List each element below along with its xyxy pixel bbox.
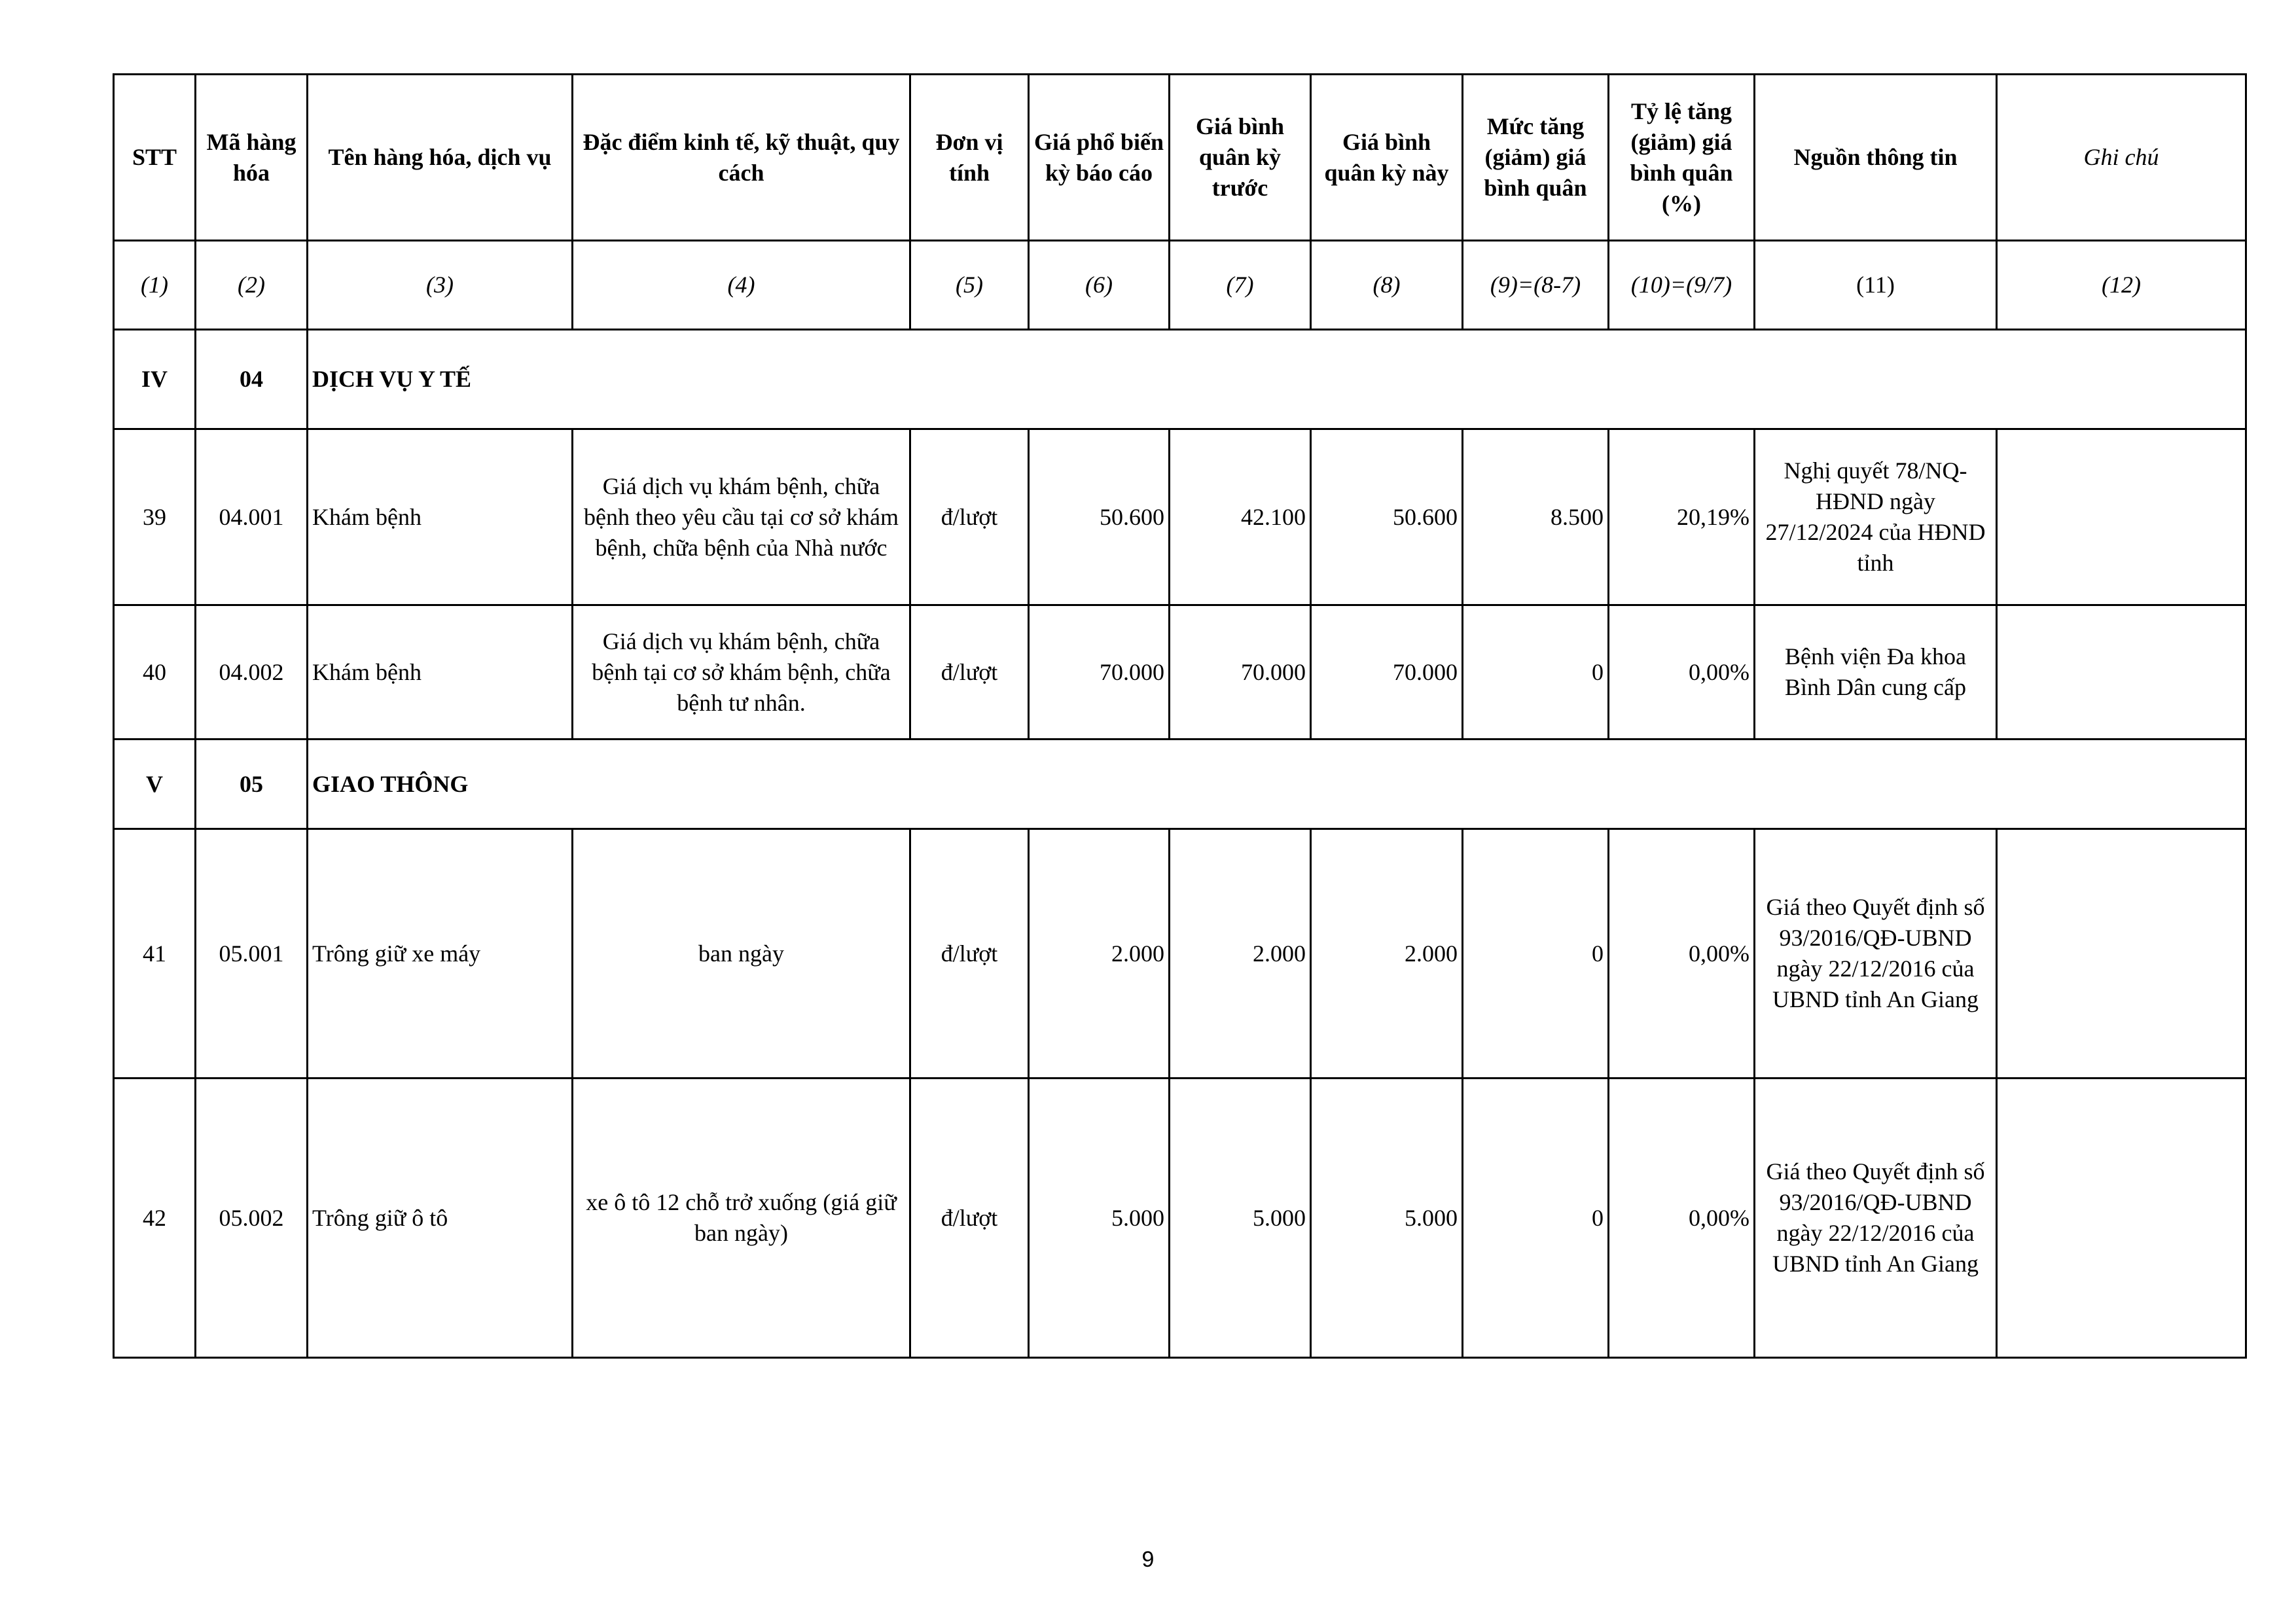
section-stt: IV	[114, 330, 196, 429]
table-row	[114, 829, 2246, 1079]
table-row	[114, 1079, 2246, 1358]
cell-unit: đ/lượt	[910, 605, 1029, 740]
cell-name: Khám bệnh	[308, 429, 573, 605]
numbering-row	[114, 241, 2246, 330]
header-name: Tên hàng hóa, dịch vụ	[308, 75, 573, 241]
cell-code: 05.002	[196, 1079, 308, 1358]
cell-name: Trông giữ ô tô	[308, 1079, 573, 1358]
header-change-pct: Tỷ lệ tăng (giảm) giá bình quân (%)	[1609, 75, 1755, 241]
cell-spec: ban ngày	[573, 829, 910, 1079]
cell-source: Bệnh viện Đa khoa Bình Dân cung cấp	[1755, 605, 1997, 740]
cell-prev-avg: 2.000	[1170, 829, 1311, 1079]
cell-note	[1997, 829, 2246, 1079]
cell-common-price: 50.600	[1029, 429, 1170, 605]
cell-spec: xe ô tô 12 chỗ trở xuống (giá giữ ban ngày)	[573, 1079, 910, 1358]
header-spec: Đặc điểm kinh tế, kỹ thuật, quy cách	[573, 75, 910, 241]
section-row-transport	[114, 740, 2246, 829]
cell-source: Giá theo Quyết định số 93/2016/QĐ-UBND ngày 22/12/2016 của UBND tỉnh An Giang	[1755, 1079, 1997, 1358]
col-number: (7)	[1170, 241, 1311, 330]
cell-unit: đ/lượt	[910, 1079, 1029, 1358]
cell-spec: Giá dịch vụ khám bệnh, chữa bệnh theo yêu cầu tại cơ sở khám bệnh, chữa bệnh của Nhà nước	[573, 429, 910, 605]
header-common-price: Giá phổ biến kỳ báo cáo	[1029, 75, 1170, 241]
cell-common-price: 2.000	[1029, 829, 1170, 1079]
cell-code: 05.001	[196, 829, 308, 1079]
cell-curr-avg: 70.000	[1311, 605, 1463, 740]
section-row-health	[114, 330, 2246, 429]
cell-note	[1997, 429, 2246, 605]
cell-curr-avg: 50.600	[1311, 429, 1463, 605]
cell-spec: Giá dịch vụ khám bệnh, chữa bệnh tại cơ sở khám bệnh, chữa bệnh tư nhân.	[573, 605, 910, 740]
cell-change: 0	[1463, 605, 1609, 740]
cell-name: Trông giữ xe máy	[308, 829, 573, 1079]
header-unit: Đơn vị tính	[910, 75, 1029, 241]
page-number: 9	[1141, 1547, 1155, 1572]
header-source: Nguồn thông tin	[1755, 75, 1997, 241]
col-number: (9)=(8-7)	[1463, 241, 1609, 330]
cell-stt: 42	[114, 1079, 196, 1358]
cell-prev-avg: 42.100	[1170, 429, 1311, 605]
cell-stt: 40	[114, 605, 196, 740]
cell-name: Khám bệnh	[308, 605, 573, 740]
cell-change-pct: 0,00%	[1609, 605, 1755, 740]
cell-change: 8.500	[1463, 429, 1609, 605]
section-title: GIAO THÔNG	[308, 740, 2246, 829]
cell-unit: đ/lượt	[910, 429, 1029, 605]
header-change: Mức tăng (giảm) giá bình quân	[1463, 75, 1609, 241]
cell-change-pct: 0,00%	[1609, 1079, 1755, 1358]
cell-change: 0	[1463, 829, 1609, 1079]
cell-note	[1997, 1079, 2246, 1358]
cell-change-pct: 0,00%	[1609, 829, 1755, 1079]
cell-change: 0	[1463, 1079, 1609, 1358]
cell-unit: đ/lượt	[910, 829, 1029, 1079]
cell-common-price: 5.000	[1029, 1079, 1170, 1358]
cell-stt: 41	[114, 829, 196, 1079]
col-number: (1)	[114, 241, 196, 330]
cell-source: Nghị quyết 78/NQ-HĐND ngày 27/12/2024 của HĐND tỉnh	[1755, 429, 1997, 605]
header-curr-avg: Giá bình quân kỳ này	[1311, 75, 1463, 241]
header-code: Mã hàng hóa	[196, 75, 308, 241]
col-number: (11)	[1755, 241, 1997, 330]
cell-common-price: 70.000	[1029, 605, 1170, 740]
header-prev-avg: Giá bình quân kỳ trước	[1170, 75, 1311, 241]
cell-prev-avg: 5.000	[1170, 1079, 1311, 1358]
cell-change-pct: 20,19%	[1609, 429, 1755, 605]
cell-source: Giá theo Quyết định số 93/2016/QĐ-UBND ngày 22/12/2016 của UBND tỉnh An Giang	[1755, 829, 1997, 1079]
col-number: (8)	[1311, 241, 1463, 330]
cell-curr-avg: 2.000	[1311, 829, 1463, 1079]
table-row	[114, 429, 2246, 605]
section-code: 05	[196, 740, 308, 829]
header-note: Ghi chú	[1997, 75, 2246, 241]
section-title: DỊCH VỤ Y TẾ	[308, 330, 2246, 429]
table-row	[114, 605, 2246, 740]
col-number: (4)	[573, 241, 910, 330]
section-code: 04	[196, 330, 308, 429]
header-stt: STT	[114, 75, 196, 241]
cell-curr-avg: 5.000	[1311, 1079, 1463, 1358]
section-stt: V	[114, 740, 196, 829]
cell-note	[1997, 605, 2246, 740]
cell-prev-avg: 70.000	[1170, 605, 1311, 740]
cell-stt: 39	[114, 429, 196, 605]
header-row	[114, 75, 2246, 241]
col-number: (10)=(9/7)	[1609, 241, 1755, 330]
col-number: (5)	[910, 241, 1029, 330]
col-number: (6)	[1029, 241, 1170, 330]
cell-code: 04.002	[196, 605, 308, 740]
col-number: (12)	[1997, 241, 2246, 330]
col-number: (2)	[196, 241, 308, 330]
cell-code: 04.001	[196, 429, 308, 605]
col-number: (3)	[308, 241, 573, 330]
price-table	[113, 73, 2247, 1359]
